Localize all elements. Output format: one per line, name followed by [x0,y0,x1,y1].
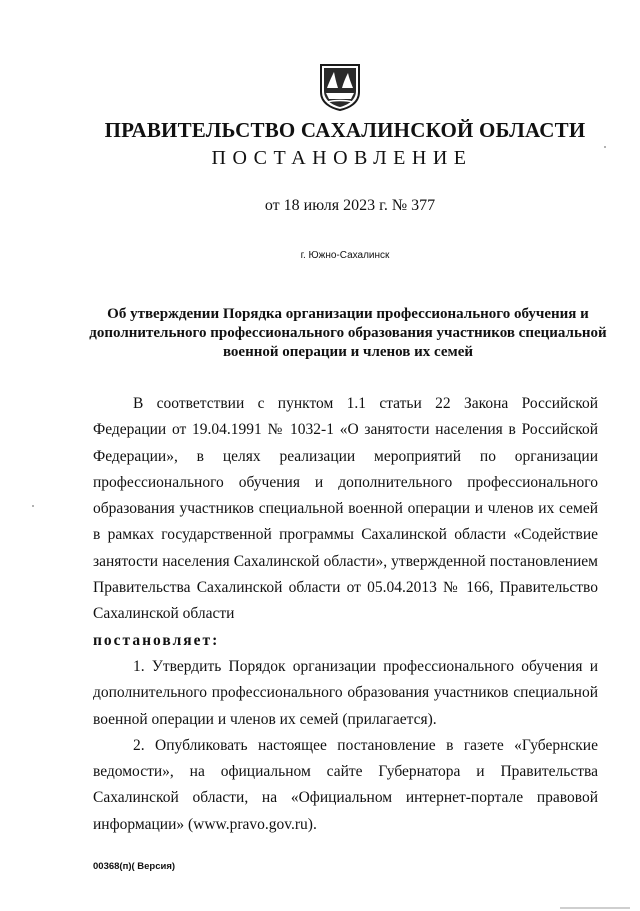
footer-version-code: 00368(п)( Версия) [93,861,176,872]
document-body [93,391,598,838]
document-date-number: от 18 июля 2023 г. № 377 [264,197,436,214]
organization-title: ПРАВИТЕЛЬСТВО САХАЛИНСКОЙ ОБЛАСТИ [104,118,586,142]
document-city: г. Южно-Сахалинск [300,250,390,261]
resolves-word: постановляет: [93,631,220,649]
document-type: ПОСТАНОВЛЕНИЕ [211,147,473,169]
item-1-paragraph: 1. Утвердить Порядок организации профессионального обучения и дополнительного профессионального образования участников специальной военной операции и членов их семей (прилагается). [93,657,598,728]
scan-speck [604,146,606,148]
preamble-paragraph [93,391,598,628]
scan-edge-mark [560,907,630,909]
resolves-paragraph [93,628,598,654]
scan-speck [32,505,34,507]
document-subject: Об утверждении Порядка организации профессионального обучения и дополнительного профессионального образования участников специальной военной операции и членов их семей [89,306,607,360]
sakhalin-coat-of-arms-icon [318,62,362,112]
item-2-paragraph: 2. Опубликовать настоящее постановление в газете «Губернские ведомости», на официальном сайте Губернатора и Правительства Сахалинской области, на «Официальном интернет-портале правовой информации» (www.pravo.gov.ru). [93,736,598,833]
preamble-text: В соответствии с пунктом 1.1 статьи 22 Закона Российской Федерации от 19.04.1991 № 1032-1 «О занятости населения в Российской Федерации», в целях реализации мероприятий по организации профессионального обучения и дополнительного профессионального образования участников специальной военной операции и членов их семей в рамках государственной программы Сахалинской области «Содействие занятости населения Сахалинской области», утвержденной постановлением Правительства Сахалинской области от 05.04.2013 № 166, Правительство Сахалинской области [93,395,598,623]
